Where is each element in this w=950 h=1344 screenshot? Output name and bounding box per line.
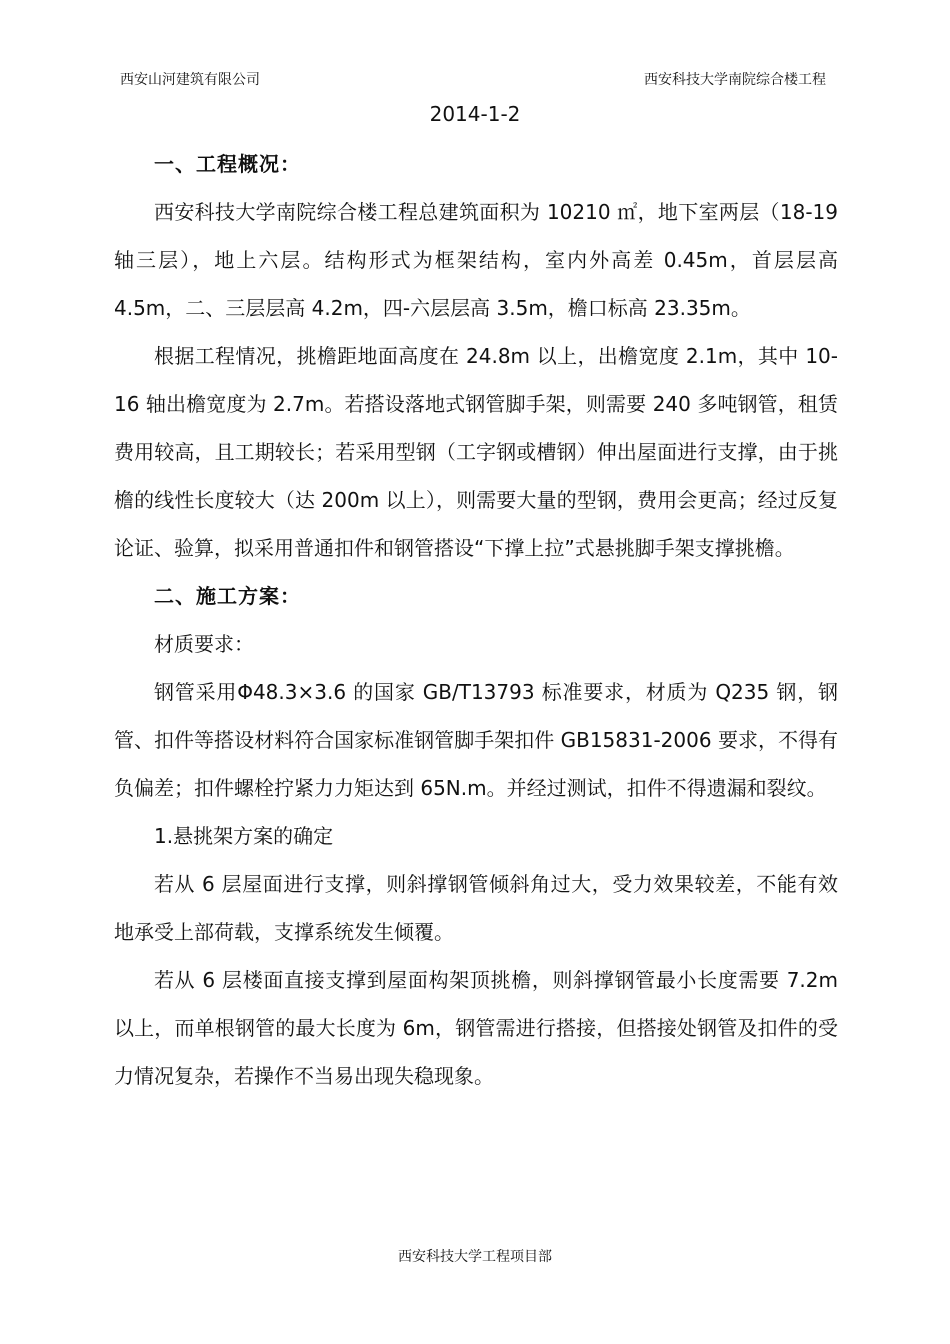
paragraph-overview-2: 根据工程情况，挑檐距地面高度在 24.8m 以上，出檐宽度 2.1m，其中 10-16 轴出檐宽度为 2.7m。若搭设落地式钢管脚手架，则需要 240 多吨钢管，租赁费用较高，且工期较长；若采用型钢（工字钢或槽钢）伸出屋面进行支撑，由于挑檐的线性长度较大（达 200m 以上），则需要大量的型钢，费用会更高；经过反复论证、验算，拟采用普通扣件和钢管搭设“下撑上拉”式悬挑脚手架支撑挑檐。 (114, 344, 838, 560)
paragraph-material-title: 材质要求： (154, 632, 254, 656)
paragraph-subsection-title: 1.悬挑架方案的确定 (154, 824, 334, 848)
header-project: 西安科技大学南院综合楼工程 (644, 72, 826, 88)
paragraph-material-requirements: 钢管采用Φ48.3×3.6 的国家 GB/T13793 标准要求，材质为 Q235 钢，钢管、扣件等搭设材料符合国家标准钢管脚手架扣件 GB15831-2006 要求，不得有负偏差；扣件螺栓拧紧力力矩达到 65N.m。并经过测试，扣件不得遗漏和裂纹。 (114, 680, 838, 800)
document-body (114, 140, 838, 1100)
section-heading-overview: 一、工程概况： (154, 152, 301, 176)
paragraph-option-floor: 若从 6 层楼面直接支撑到屋面构架顶挑檐，则斜撑钢管最小长度需要 7.2m 以上，而单根钢管的最大长度为 6m，钢管需进行搭接，但搭接处钢管及扣件的受力情况复杂，若操作不当易出现失稳现象。 (114, 968, 838, 1088)
paragraph-overview-1: 西安科技大学南院综合楼工程总建筑面积为 10210 ㎡，地下室两层（18-19 轴三层），地上六层。结构形式为框架结构，室内外高差 0.45m，首层层高 4.5m，二、三层层高 4.2m，四-六层层高 3.5m，檐口标高 23.35m。 (114, 200, 838, 320)
section-heading-plan: 二、施工方案： (154, 584, 301, 608)
footer-department: 西安科技大学工程项目部 (398, 1249, 552, 1265)
paragraph-option-roof: 若从 6 层屋面进行支撑，则斜撑钢管倾斜角过大，受力效果较差，不能有效地承受上部荷载，支撑系统发生倾覆。 (114, 872, 838, 944)
header-company: 西安山河建筑有限公司 (120, 72, 260, 88)
document-date: 2014-1-2 (429, 102, 521, 126)
